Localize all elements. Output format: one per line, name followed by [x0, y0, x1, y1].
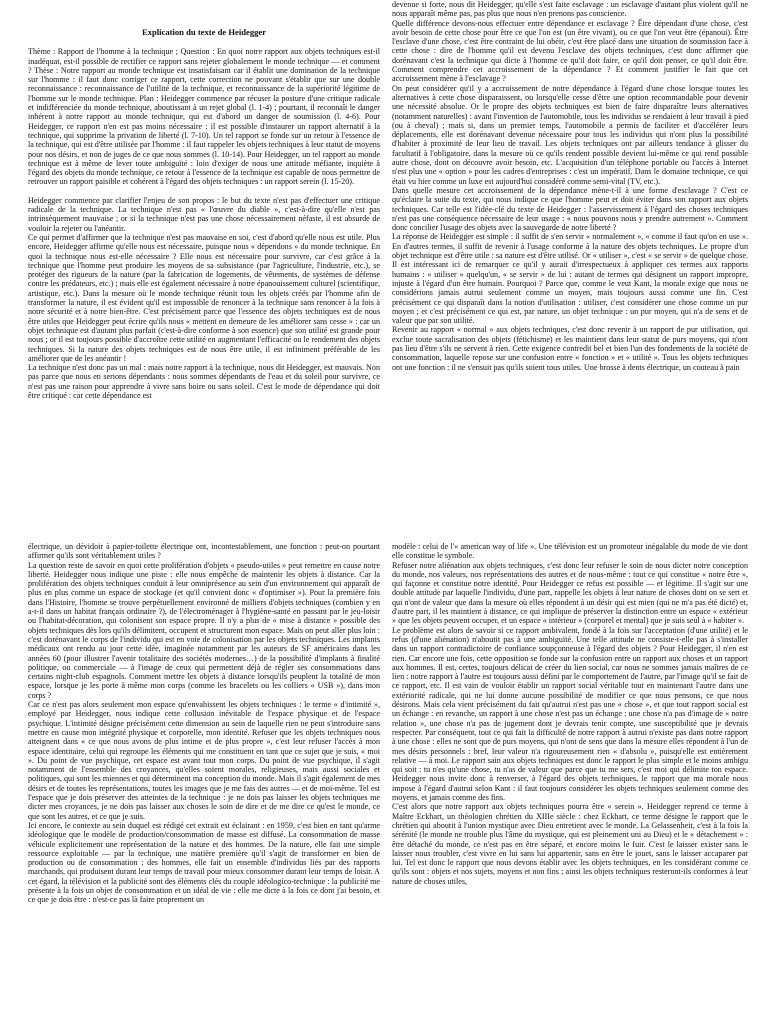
column-4	[392, 542, 748, 1024]
column-1	[28, 28, 380, 506]
paragraph: Refuser notre aliénation aux objets techniques, c'est donc leur refuser le soin de nous dicter notre conception du monde, nos valeurs, nos représentations des autres et de nous-même : tout ce qui constitue « notre être », qui façonne et constitue notre identité. Pour Heidegger ce refus est possible — et légitime. Il s'agit sur une double attitude par laquelle l'individu, d'une part, rappelle les objets à leur nature de choses dont on se sert et qui n'ont de valeur que dans la mesure où elles répondent à un désir qui est mien (qui ne m'a pas été dicté) et, d'autre part, il les maintient à distance, ce qui implique de préserver la distinction entre un espace « extérieur » que les objets peuvent occuper, et un espace « intérieur » (corporel et mental) que je suis seul à « habiter ».	[392, 560, 748, 626]
paragraph: électrique, un dévidoir à papier-toilette électrique ont, incontestablement, une fonction : peut-on pourtant affirmer qu'ils sont véritablement utiles ?	[28, 542, 380, 561]
paragraph: devenue si forte, nous dit Heidegger, qu'elle s'est faite esclavage : un esclavage d'autant plus violent qu'il ne nous apparaît même pas, pas plus que nous n'en prenons pas conscience.	[392, 0, 748, 19]
page-break	[0, 522, 768, 538]
paragraph: On peut considérer qu'il y a accroissement de notre dépendance à l'égard d'une chose lorsque toutes les alternatives à cette chose disparaissent, ou lorsqu'elle cesse d'être une option recommandable pour devenir une nécessité absolue. Or le propre des objets techniques est bien de faire disparaître leurs alternatives (notamment naturelles) : avant l'invention de l'automobile, tous les individus se rendaient à leur travail à pied (ou à cheval) ; mais si, dans un premier temps, l'automobile a permis de faciliter et d'accélérer leurs déplacements, elle est dorénavant devenue nécessaire pour tous les individus qui n'ont plus la possibilité d'habiter à proximité de leur lieu de travail. Les objets techniques ont par ailleurs tendance à glisser du facultatif à l'obligatoire, dans la mesure où ce qu'ils rendent possible devient lui-même ce qui rend possible autre chose, dont on découvre avoir besoin, etc. L'acquisition d'un téléphone portable ou l'accès à Internet n'est plus une « option » pour les cadres d'entreprises : c'est un impératif. Dans le domaine technique, ce qui était vu hier comme un luxe est aujourd'hui considéré comme semi-vital (TV, etc.).	[392, 83, 748, 186]
paragraph: Car ce n'est pas alors seulement mon espace qu'envahissent les objets techniques : le terme « d'intimité », employé par Heidegger, nous indique cette collusion inévitable de l'espace physique et de l'espace psychique. L'intimité désigne précisément cette dimension au sein de laquelle rien ne peut s'introduire sans mettre en cause mon intégrité physique et corporelle, mon identité. Refuser que les objets techniques nous atteignent dans « ce que nous avons de plus intime et de plus propre », c'est leur refuser l'accès à mon espace identitaire, celui qui regroupe les éléments qui me constituent en tant que ce sujet que je suis, « moi ». Du point de vue psychique, cet espace est avant tout mon corps. Du point de vue psychique, il s'agit notamment de l'ensemble des croyances, qu'elles soient morales, religieuses, mais aussi sociales et politiques, qui sont les miennes et qui déterminent ma conception du monde. Mais il s'agit également de mes désirs et de toutes les représentations, toutes les images que je me fais des autres — et de moi-même. Tel est l'espace que je dois préserver des atteintes de la technique : je ne dois pas laisser les objets techniques me dicter mes croyances, je ne dois pas laisser aux choses le soin de dire et de me dire ce qu'est le monde, ce que sont les autres, et ce que je suis.	[28, 700, 380, 821]
paragraph: Ici encore, le contexte au sein duquel est rédigé cet extrait est éclairant : en 1959, c'est bien en tant qu'arme idéologique que le modèle de production/consommation de masse est diffusé. La consommation de masse véhicule explicitement une représentation de la nature et des hommes. De la nature, elle fait une simple ressource exploitable — par la technique, une matière première qu'il s'agit de transformer en bien de production ou de consommation ; des hommes, elle fait un ensemble d'individus liés par des rapports marchands, qui produisent durant leur temps de travail pour mieux consommer durant leur temps de loisir. A cet égard, la télévision et la publicité sont des éléments clés du couple idéologico-technique : la publicité me présente à la fois un objet de consommation et un idéal de vie : elle me dicte à la fois ce dont j'ai besoin, et ce que je dois être : n'est-ce pas là faire proprement un	[28, 820, 380, 905]
paragraph: modèle : celui de l'« american way of life ». Une télévision est un promoteur inégalable du mode de vie dont elle constitue le symbole.	[392, 542, 748, 561]
paragraph: Quelle différence devons-nous effectuer entre dépendance et esclavage ? Être dépendant d'une chose, c'est avoir besoin de cette chose pour être ce que l'on est (un être vivant), ou ce que l'on veut être (épanoui). Être l'esclave d'une chose, c'est être contraint de lui obéir, c'est être placé dans une situation de soumission face à cette chose : dire de l'homme qu'il est devenu l'esclave des objets techniques, c'est donc affirmer que dorénavant c'est la technique qui dicte à l'homme ce qu'il doit faire, ce qu'il doit penser, ce qu'il doit être. Comment comprendre cet accroissement de la dépendance ? Et comment justifier le fait que cet accroissement mène à l'esclavage ?	[392, 18, 748, 84]
paragraph: Le problème est alors de savoir si ce rapport ambivalent, fondé à la fois sur l'acceptation (d'une utilité) et le refus (d'une aliénation) n'aboutit pas à une ambiguïté. Une telle attitude ne consiste-t-elle pas à s'installer dans un rapport contradictoire de confiance soupçonneuse à l'égard des objets ? Pour Heidegger, il n'en est rien. Car encore une fois, cette opposition se fonde sur la confusion entre un rapport aux choses et un rapport aux hommes. Il est, certes, toujours délicat de créer du lien social, car nous ne sommes jamais maîtres de ce lien : notre rapport à l'autre est toujours aussi défini par le comportement de l'autre, par l'image qu'il se fait de ce rapport, etc. Il est vain de vouloir établir un rapport social véritable tout en maintenant l'autre dans une extériorité radicale, qui ne lui donne aucune possibilité de modifier ce que nous pensons, ce que nous désirons. Mais cela vient précisément du fait qu'autrui n'est pas une « chose », et que tout rapport social est un échange : en revanche, un rapport à une chose n'est pas un échange : une chose n'a pas d'image de « notre relation », une chose n'a pas de jugement dont je devrais tenir compte, une susceptibilité que je devrais respecter. Par conséquent, tout ce qui fait la difficulté de notre rapport à autrui n'existe pas dans notre rapport à une chose : elles ne sont que de purs moyens, qui n'ont de sens que dans la mesure elles répondent à l'un de mes désirs personnels : bref, leur valeur n'a rigoureusement rien « d'absolu », puisqu'elle est entièrement relative — à moi. Le rapport sain aux objets techniques est donc le rapport le plus simple et le moins ambigu qui soit : tu n'es qu'une chose, tu n'as de valeur que parce que tu me sers, c'est moi qui délimite ton espace. Heidegger nous invite donc à renverser, à l'égard des objets techniques, le rapport que ma morale nous impose à l'égard d'autrui selon Kant : il faut toujours considérer les objets techniques seulement comme des moyens, et jamais comme des fins.	[392, 625, 748, 803]
paragraph: Thème : Rapport de l'homme à la technique ; Question : En quoi notre rapport aux objets techniques est-il inadéquat, est-il possible de rectifier ce rapport sans rejeter globalement le monde technique — et comment ? Thèse : Notre rapport au monde technique est insatisfaisant car il établit une domination de la technique sur l'homme : il faut donc corriger ce rapport, cette correction ne pouvant s'établir que sur une double reconnaissance : reconnaissance de l'utilité de la technique, et reconnaissance de la supériorité légitime de l'homme sur le monde technique. Plan : Heidegger commence par récuser la posture d'une critique radicale et indifférenciée du monde technique, aboutissant à un rejet global (l. 1-4) ; pourtant, il reconnaît le danger inhérent à notre rapport au monde technique, qui est d'abord un danger de soumission (l. 4-6). Pour Heidegger, ce rapport n'en est pas moins nécessaire : il est possible d'instaurer un rapport alternatif à la technique, qui supprime la privation de liberté (l. 7-10). Un tel rapport se fonde sur un retour à l'essence de la technique, qui est d'être utilisée par l'homme : il faut rappeler les objets techniques à leur statut de moyens pour nos désirs, et non de juges de ce que nous sommes (l. 10-14). Pour Heidegger, un tel rapport au monde technique est à même de lever toute ambiguïté : loin d'exiger de nous une attitude méfiante, inquiète à l'égard des objets du monde technique, ce retour à l'essence de la technique est capable de nous permettre de retrouver un rapport paisible et cohérent à l'égard des objets techniques : un rapport serein (l. 15-20).	[28, 47, 380, 187]
paragraph: La réponse de Heidegger est simple : il suffit de s'en servir « normalement », « comme il faut qu'on en use ». En d'autres termes, il suffit de revenir à l'usage conforme à la nature des objets techniques. Le propre d'un objet technique est d'être utile : sa nature est d'être utilisé. Or « utiliser », c'est « se servir » de quelque chose. Il est intéressant ici de remarquer ce qu'il y aurait d'irrespectueux à appliquer ces termes aux rapports humains : « utiliser » quelqu'un, « se servir » de lui : autant de termes qui désignent un rapport impropre, injuste à l'égard d'un être humain. Pourquoi ? Parce que, comme le veut Kant, la morale exige que nous ne considérions jamais autrui seulement comme un moyen, mais toujours aussi comme une fin. C'est précisément ce qui disparaît dans la notion d'utilisation : utiliser, c'est considérer une chose comme un pur moyen ; et c'est précisément ce qui est, par nature, un objet technique : un pur moyen, qui n'a de sens et de valeur que par son utilité.	[392, 232, 748, 326]
paragraph: Heidegger commence par clarifier l'enjeu de son propos : le but du texte n'est pas d'effectuer une critique radicale de la technique. La technique n'est pas « l'œuvre du diable », c'est-à-dire qu'elle n'est pas intrinsèquement mauvaise ; or si la technique n'est pas une chose nécessairement néfaste, il est absurde de vouloir la rejeter ou l'anéantir.	[28, 195, 380, 233]
paragraph: Ce qui permet d'affirmer que la technique n'est pas mauvaise en soi, c'est d'abord qu'elle nous est utile. Plus encore, Heidegger affirme qu'elle nous est nécessaire, puisque nous « dépendons » du monde technique. En quoi la technique nous est-elle nécessaire ? Elle nous est nécessaire pour survivre, car c'est grâce à la technique que l'homme peut produire les moyens de sa subsistance (par l'agriculture, l'industrie, etc.), se protéger des rigueurs de la nature (par la fabrication de logements, de vêtements, de systèmes de défense contre les prédateurs, etc.) ; mais elle est également nécessaire à notre épanouissement culturel (scientifique, artistique, etc.). Dans la mesure où le monde technique réunit tous les objets créés par l'homme afin de transformer la nature, il est évident qu'il est impossible de renoncer à la technique sans renoncer à la fois à notre sécurité et à notre bien-être. C'est précisément parce que l'essence des objets techniques est de nous être utiles que Heidegger peut écrire qu'ils nous « mettent en demeure de les améliorer sans cesse » : car un objet technique est d'autant plus parfait (c'est-à-dire conforme à son essence) que son utilité est grande pour nous ; or il est toujours possible d'accroître cette utilité en augmentant l'efficacité ou le rendement des objets techniques. Si la nature des objets techniques est de nous être utile, il est infiniment préférable de les améliorer que de les anéantir !	[28, 232, 380, 363]
paragraph: La technique n'est donc pas un mal : mais notre rapport à la technique, nous dit Heidegger, est mauvais. Non pas parce que nous en serions dépendants : nous sommes dépendants de l'eau et du soleil pour survivre, ce n'est pas une raison pour apprendre à vivre sans boire ou sans soleil. C'est le mode de dépendance qui doit être critiqué : car cette dépendance est	[28, 363, 380, 400]
document-title: Explication du texte de Heidegger	[141, 28, 267, 37]
paragraph: C'est alors que notre rapport aux objets techniques pourra être « serein ». Heidegger reprend ce terme à Maître Eckhart, un théologien chrétien du XIIIe siècle : chez Eckhart, ce terme désigne le rapport que le chrétien qui aboutit à l'union mystique avec Dieu entretient avec le monde. La Gelassenheit, c'est à la fois la sérénité (le monde ne trouble plus l'âme du mystique, qui est pleinement uni au Dieu) et le « détachement » : être détaché du monde, ce n'est pas en être séparé, et encore moins le fuir. C'est le laisser exister sans le laisser nous troubler, c'est vivre en lui sans lui appartenir, sans en être le jouet, sans le laisser accaparer par lui. Tel est donc le rapport que nous devons établir avec les objets techniques, en les considérant comme ce qu'ils sont : objets et nos sujets, moyens et non fins ; ainsi les objets techniques resteront-ils conformes à leur nature de choses utiles,	[392, 802, 748, 886]
paragraph: Revenir au rapport « normal » aux objets techniques, c'est donc revenir à un rapport de pur utilisation, qui exclue toute sacralisation des objets (fétichisme) et les maintient dans leur statut de purs moyens, qui n'ont pas lieu d'être s'ils ne servent à rien. Cette exigence contredit bel et bien l'un des fondements de la société de consommation, laquelle repose sur une confusion entre « fonction » et « utilité ». Tous les objets techniques ont une fonction : il ne s'ensuit pas qu'ils soient tous utiles. Une brosse à dents électrique, un couteau à pain	[392, 325, 748, 372]
column-2	[392, 0, 748, 512]
column-3	[28, 542, 380, 1024]
paragraph: La question reste de savoir en quoi cette prolifération d'objets « pseudo-utiles » peut remettre en cause notre liberté. Heidegger nous indique une piste : elle nous empêche de maintenir les objets à distance. Car la prolifération des objets techniques conduit à leur omniprésence au sein d'un environnement qui apparaît de plus en plus comme un espace de stockage (et qu'il convient donc « d'optimiser »). Pour la première fois dans l'Histoire, l'homme se trouve perpétuellement environné de milliers d'objets techniques (combien y en a-t-il dans un habitat français ordinaire ?), de l'électroménager à l'hygiène-santé en passant par le jeu-loisir ou l'habitat-décoration, qui colonisent son espace propre. Il n'y a plus de « mise à distance » possible des objets techniques dès lors qu'ils délimitent, occupent et structurent mon espace. Mais on peut aller plus loin : c'est dorénavant le corps de l'individu qui est en voie de colonisation par les objets techniques. Les implants médicaux ont rendu au jour cette idée, imaginée notamment par les auteurs de SF américains dans les années 60 (pour illustrer l'avenir totalitaire des sociétés modernes…) de la possibilité d'implants à finalité politique, ou commerciale — à l'image de ceux qui permettent déjà de régler ses consommations dans certains night-club espagnols. Comment mettre les objets à distance lorsqu'ils peuplent la totalité de mon espace, lorsque je les porte à même mon corps (comme les bracelets ou les colliers « USB »), dans mon corps ?	[28, 560, 380, 700]
paragraph: Dans quelle mesure cet accroissement de la dépendance mène-t-il à une forme d'esclavage ? C'est ce qu'éclaire la suite du texte, qui nous indique ce que l'homme peut et doit éviter dans son rapport aux objets techniques. Car telle est l'idée-clé du texte de Heidegger : l'asservissement à l'égard des choses techniques n'est pas une conséquence nécessaire de leur usage : « nous pouvons nous y prendre autrement ». Comment donc concilier l'usage des objets avec la sauvegarde de notre liberté ?	[392, 185, 748, 233]
